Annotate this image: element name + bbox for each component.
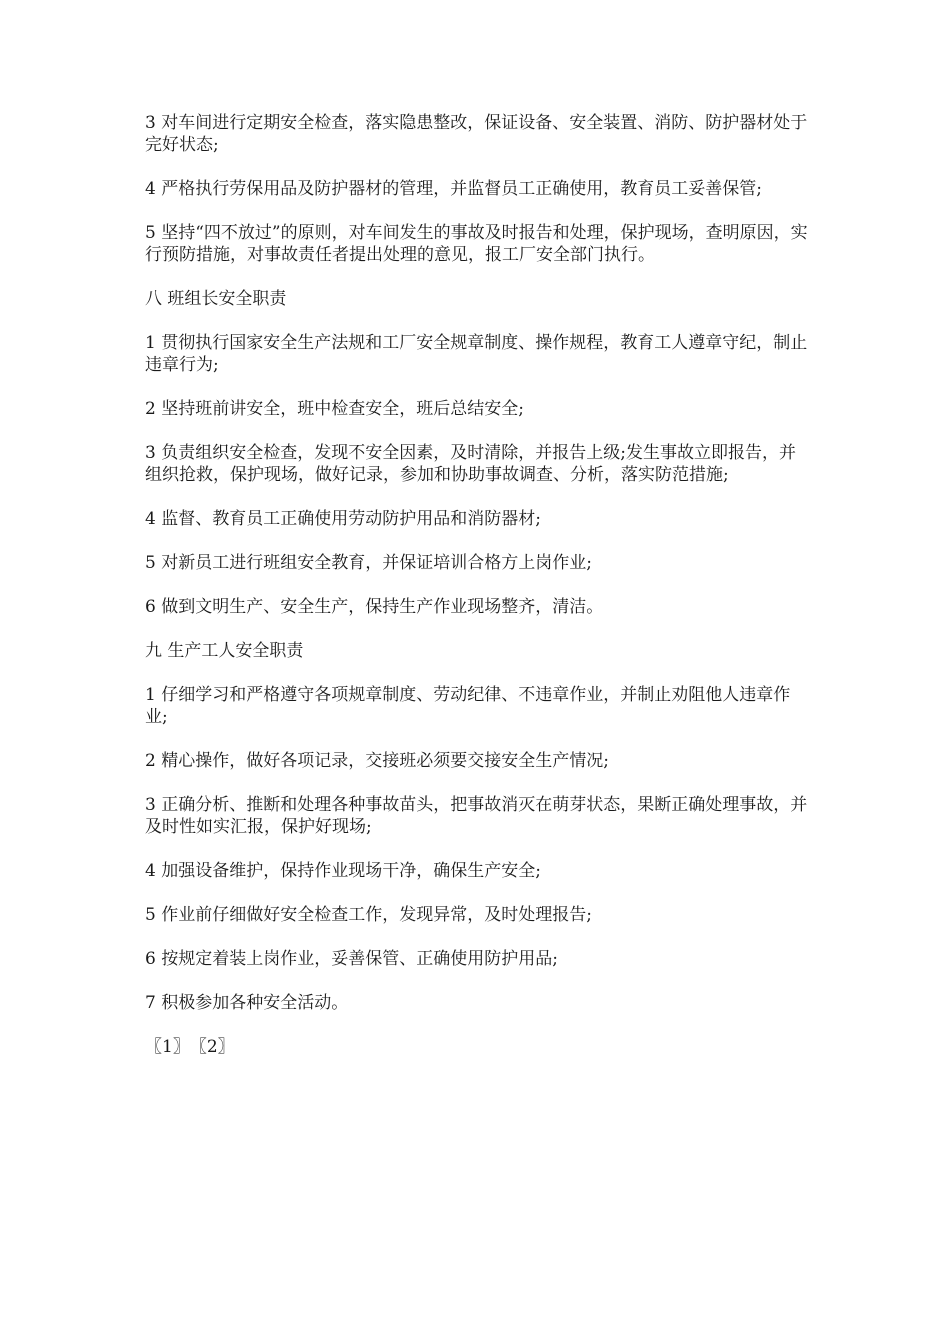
list-item: 6 按规定着装上岗作业，妥善保管、正确使用防护用品;: [145, 949, 558, 969]
list-item: 5 作业前仔细做好安全检查工作，发现异常，及时处理报告;: [145, 905, 592, 925]
paragraph: 3 对车间进行定期安全检查，落实隐患整改，保证设备、安全装置、消防、防护器材处于完好状态;: [145, 113, 808, 155]
list-item: 3 正确分析、推断和处理各种事故苗头，把事故消灭在萌芽状态，果断正确处理事故，并及时性如实汇报，保护好现场;: [145, 795, 808, 837]
pagination: [145, 1036, 810, 1058]
list-item: 7 积极参加各种安全活动。: [145, 993, 349, 1013]
paragraph: 5 坚持“四不放过”的原则，对车间发生的事故及时报告和处理，保护现场，查明原因，实行预防措施，对事故责任者提出处理的意见，报工厂安全部门执行。: [145, 223, 808, 265]
list-item: 1 仔细学习和严格遵守各项规章制度、劳动纪律、不违章作业，并制止劝阻他人违章作业;: [145, 685, 791, 727]
list-item: 3 负责组织安全检查，发现不安全因素，及时清除，并报告上级;发生事故立即报告，并组织抢救，保护现场，做好记录，参加和协助事故调查、分析，落实防范措施;: [145, 443, 796, 485]
list-item: 4 加强设备维护，保持作业现场干净，确保生产安全;: [145, 861, 541, 881]
section-heading-8: 八 班组长安全职责: [145, 289, 287, 309]
page-link-1[interactable]: 〖1〗: [145, 1037, 190, 1057]
paragraph: 4 严格执行劳保用品及防护器材的管理，并监督员工正确使用，教育员工妥善保管;: [145, 179, 762, 199]
section-heading-9: 九 生产工人安全职责: [145, 641, 304, 661]
list-item: 1 贯彻执行国家安全生产法规和工厂安全规章制度、操作规程，教育工人遵章守纪，制止违章行为;: [145, 333, 808, 375]
list-item: 2 坚持班前讲安全，班中检查安全，班后总结安全;: [145, 399, 524, 419]
list-item: 2 精心操作，做好各项记录，交接班必须要交接安全生产情况;: [145, 751, 609, 771]
list-item: 5 对新员工进行班组安全教育，并保证培训合格方上岗作业;: [145, 553, 592, 573]
document-body: [145, 112, 810, 1058]
list-item: 6 做到文明生产、安全生产，保持生产作业现场整齐，清洁。: [145, 597, 604, 617]
list-item: 4 监督、教育员工正确使用劳动防护用品和消防器材;: [145, 509, 541, 529]
page-link-2[interactable]: 〖2〗: [189, 1037, 235, 1057]
